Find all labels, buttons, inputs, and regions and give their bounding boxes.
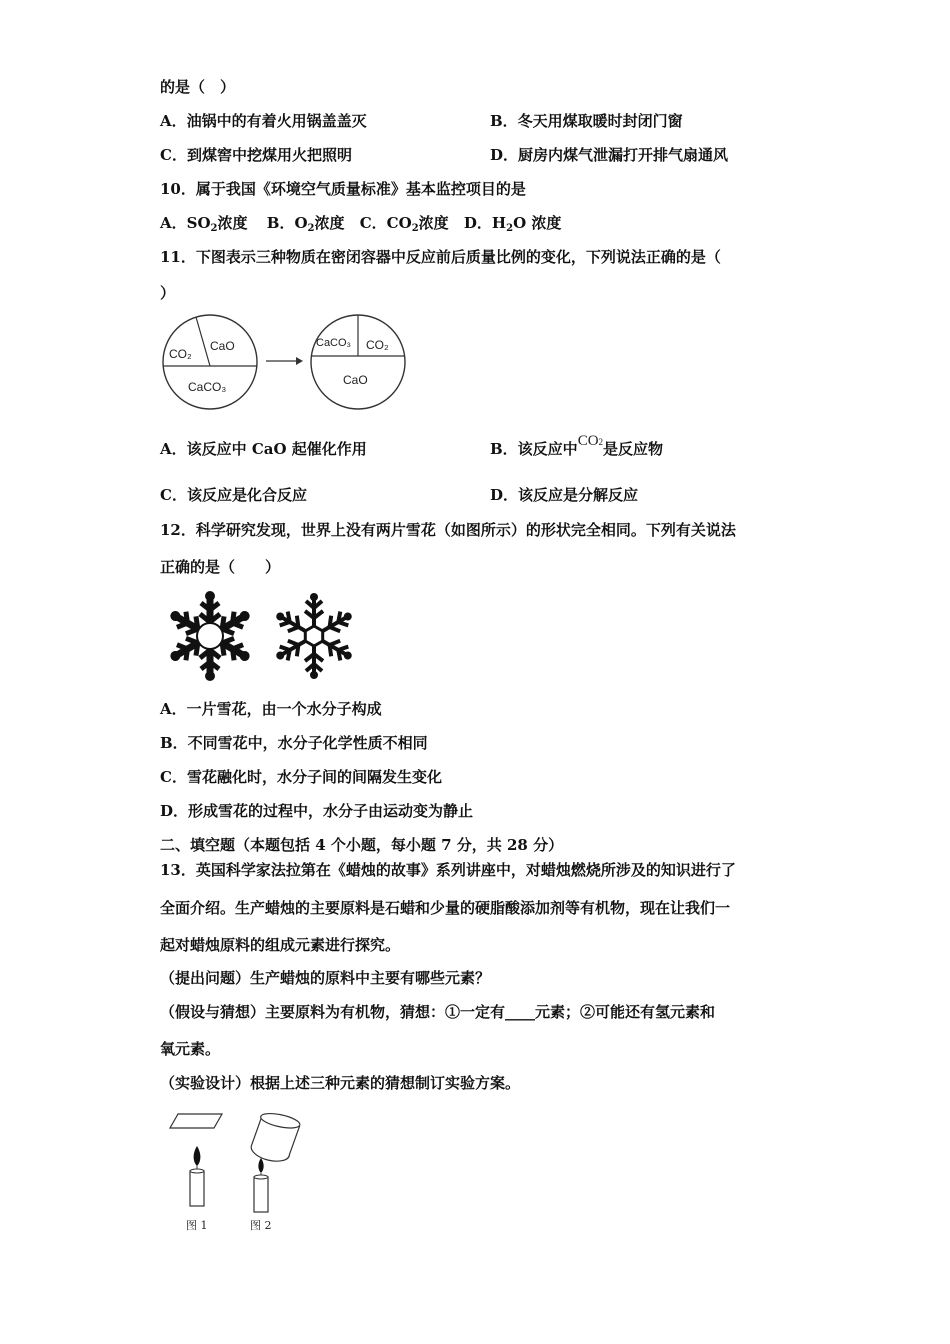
q10-stem: 10．属于我国《环境空气质量标准》基本监控项目的是 [160, 180, 526, 198]
after-co2-label: CO₂ [366, 338, 389, 352]
q9-option-d: D．厨房内煤气泄漏打开排气扇通风 [490, 146, 729, 164]
q10-option-b: B．$O_2$浓度 [266, 214, 345, 234]
q10-option-a: A．$SO_2$浓度 [160, 214, 248, 234]
q13-line3: 起对蜡烛原料的组成元素进行探究。 [160, 936, 401, 954]
snowflake-right-icon [272, 593, 355, 679]
before-cao-label: CaO [210, 339, 235, 353]
q9-option-c: C．到煤窖中挖煤用火把照明 [160, 146, 352, 164]
q13-hypothesis-line2: 氧元素。 [160, 1040, 221, 1058]
q10-option-d: D．$H_2O$ 浓度 [463, 214, 562, 234]
q10-option-c: C．$CO_2$浓度 [359, 214, 449, 234]
after-cao-label: CaO [343, 373, 368, 387]
q11-stem-line1: 11．下图表示三种物质在密闭容器中反应前后质量比例的变化，下列说法正确的是（ [160, 248, 721, 266]
q9-stem-tail: 的是（ ） [160, 78, 236, 96]
q12-stem-line1: 12．科学研究发现，世界上没有两片雪花（如图所示）的形状完全相同。下列有关说法 [160, 521, 736, 539]
q12-option-c: C．雪花融化时，水分子间的间隔发生变化 [160, 768, 442, 786]
q13-line1: 13．英国科学家法拉第在《蜡烛的故事》系列讲座中，对蜡烛燃烧所涉及的知识进行了 [160, 861, 736, 879]
q13-line2: 全面介绍。生产蜡烛的主要原料是石蜡和少量的硬脂酸添加剂等有机物，现在让我们一 [160, 899, 731, 917]
q12-option-b: B．不同雪花中，水分子化学性质不相同 [160, 734, 428, 752]
q10-options [160, 213, 561, 239]
reaction-arrow-icon [266, 357, 303, 365]
candle-experiment-figures [160, 1106, 320, 1236]
q9-option-b: B．冬天用煤取暖时封闭门窗 [490, 112, 683, 130]
q12-option-d: D．形成雪花的过程中，水分子由运动变为静止 [160, 802, 474, 820]
before-caco3-label: CaCO₃ [188, 380, 227, 394]
q11-option-b: B．该反应中CO2是反应物 [490, 433, 664, 458]
q12-option-a: A．一片雪花，由一个水分子构成 [160, 700, 382, 718]
figure-1-candle-with-plate [170, 1114, 222, 1232]
q11-option-d: D．该反应是分解反应 [490, 486, 639, 504]
before-co2-label: CO₂ [169, 347, 192, 361]
figure-2-candle-with-beaker [249, 1111, 301, 1232]
q13-design: （实验设计）根据上述三种元素的猜想制订实验方案。 [160, 1074, 521, 1092]
q11-option-a: A．该反应中 CaO 起催化作用 [160, 440, 367, 458]
section-2-heading: 二、填空题（本题包括 4 个小题，每小题 7 分，共 28 分） [160, 836, 564, 854]
snowflake-images [162, 590, 362, 682]
after-caco3-label: CaCO₃ [316, 337, 352, 349]
q11-pie-diagram [158, 312, 418, 412]
before-pie-chart [163, 315, 257, 409]
co2-formula-image: CO2 [577, 433, 604, 449]
after-pie-chart [311, 315, 405, 409]
snowflake-left-icon [166, 591, 254, 681]
figure-1-caption: 图 1 [186, 1219, 208, 1232]
q13-question: （提出问题）生产蜡烛的原料中主要有哪些元素？ [160, 969, 491, 987]
q9-option-a: A．油锅中的有着火用锅盖盖灭 [160, 112, 367, 130]
q13-hypothesis-line1: （假设与猜想）主要原料为有机物，猜想：①一定有____元素；②可能还有氢元素和 [160, 1003, 716, 1021]
q11-stem-line2: ） [160, 284, 176, 302]
q11-option-c: C．该反应是化合反应 [160, 486, 307, 504]
figure-2-caption: 图 2 [250, 1219, 272, 1232]
q12-stem-line2: 正确的是（ ） [160, 558, 281, 576]
